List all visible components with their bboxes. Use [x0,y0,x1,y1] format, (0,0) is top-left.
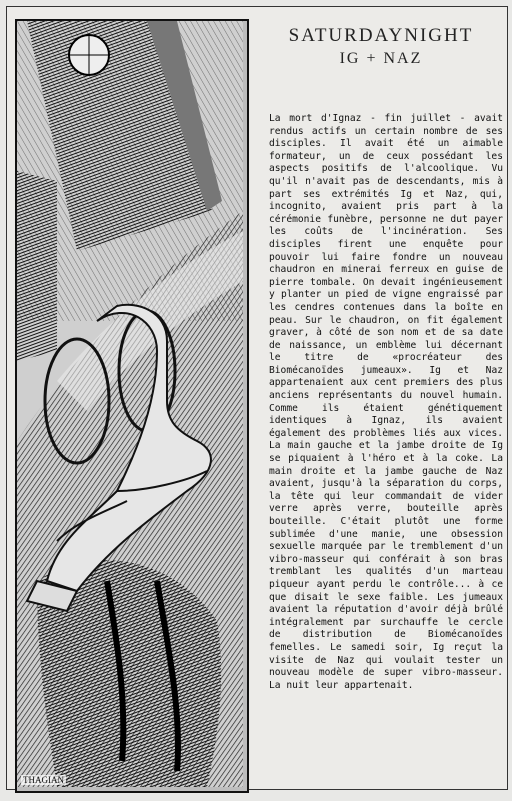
illustration-cyclist [15,19,249,793]
title-line-2: IG + NAZ [339,50,423,67]
illustration-drawing [17,21,243,787]
title-line-1: SATURDAYNIGHT [288,25,474,46]
article-body: La mort d'Ignaz - fin juillet - avait rendus actifs un certain nombre de ses disciples. Il avait été un aimable formateur, un de ceux possédant les aspects positifs de l'alcoolique. Vu qu'il n'avait pas de descendants, mis à part ses extrémités Ig et Naz, qui, incognito, avaient pris part à la cérémonie funèbre, personne ne dut payer les coûts de l'incinération. Ses disciples firent une enquête pour pouvoir lui faire fondre un nouveau chaudron en minerai ferreux en guise de pierre tombale. On devait ingénieusement y planter un pied de vigne engraissé par les cendres contenues dans la boîte en peau. Sur le chaudron, on fit également graver, à côté de son nom et de sa date de naissance, un emblème lui décernant le titre de «procréateur des Biomécanoïdes jumeaux». Ig et Naz appartenaient aux cent premiers des plus anciens représentants du nouvel humain. Comme ils étaient génétiquement identiques à Ignaz, ils avaient également des problèmes liés aux vices. La main gauche et la jambe droite de Ig se piquaient à l'héro et à la coke. La main droite et la jambe gauche de Naz avaient, jusqu'à la séparation du corps, la tête qui leur commandait de vider verre après verre, bouteille après bouteille. C'était plutôt une forme sublimée d'une manie, une obsession sexuelle marquée par le tremblement d'un vibro-masseur qui conférait à son bras tremblant les qualités d'un marteau piqueur ayant perdu le contrôle... à ce que disait le sexe faible. Les jumeaux avaient la réputation d'avoir déjà brûlé intégralement par surchauffe le cercle de distribution de Biomécanoïdes femelles. Le samedi soir, Ig reçut la visite de Naz qui voulait tester un nouveau modèle de super vibro-masseur. La nuit leur appartenait. [269,113,503,691]
text-column [253,25,509,785]
page-frame [6,6,508,790]
article-title [253,25,509,69]
artist-signature: THAGIAN [23,775,64,785]
